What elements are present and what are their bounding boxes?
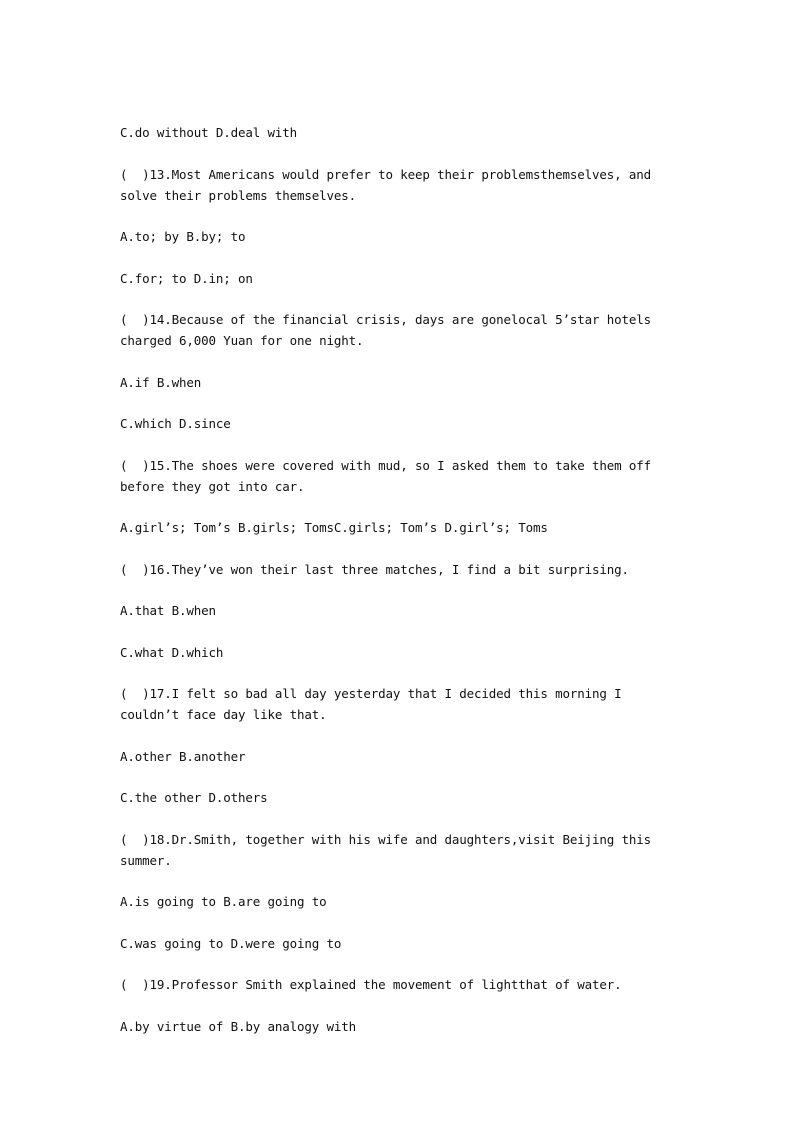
question-19: ( )19.Professor Smith explained the movement of lightthat of water. xyxy=(120,977,622,992)
option-line-q16-cd: C.what D.which xyxy=(120,644,224,660)
question-15: ( )15.The shoes were covered with mud, so I asked them to take them off before they got into car. xyxy=(120,457,659,494)
option-line-q12-cd: C.do without D.deal with xyxy=(120,125,298,140)
option-line-q15: A.girl’s; Tom’s B.girls; TomsC.girls; Tom’s D.girl’s; Toms xyxy=(120,520,548,535)
question-14: ( )14.Because of the financial crisis, days are gonelocal 5’star hotels charged 6,000 Yuan for one night. xyxy=(120,312,659,348)
option-line-q18-ab: A.is going to B.are going to xyxy=(120,894,327,909)
option-line-q14-ab: A.if B.when xyxy=(120,374,202,390)
option-line-q13-ab: A.to; by B.by; to xyxy=(120,229,246,244)
option-line-q16-ab: A.that B.when xyxy=(120,603,216,618)
option-line-q19-ab: A.by virtue of B.by analogy with xyxy=(120,1018,357,1034)
option-line-q17-ab: A.other B.another xyxy=(120,748,246,764)
option-line-q18-cd: C.was going to D.were going to xyxy=(120,935,342,951)
question-16: ( )16.They’ve won their last three matches, I find a bit surprising. xyxy=(120,561,629,577)
question-18: ( )18.Dr.Smith, together with his wife and daughters,visit Beijing this summer. xyxy=(120,831,659,868)
question-17: ( )17.I felt so bad all day yesterday that I decided this morning I couldn’t face day like that. xyxy=(120,686,629,722)
document-body xyxy=(120,122,680,1057)
question-13: ( )13.Most Americans would prefer to keep their problemsthemselves, and solve their problems themselves. xyxy=(120,166,659,203)
option-line-q13-cd: C.for; to D.in; on xyxy=(120,270,253,286)
option-line-q17-cd: C.the other D.others xyxy=(120,790,268,805)
option-line-q14-cd: C.which D.since xyxy=(120,416,231,431)
